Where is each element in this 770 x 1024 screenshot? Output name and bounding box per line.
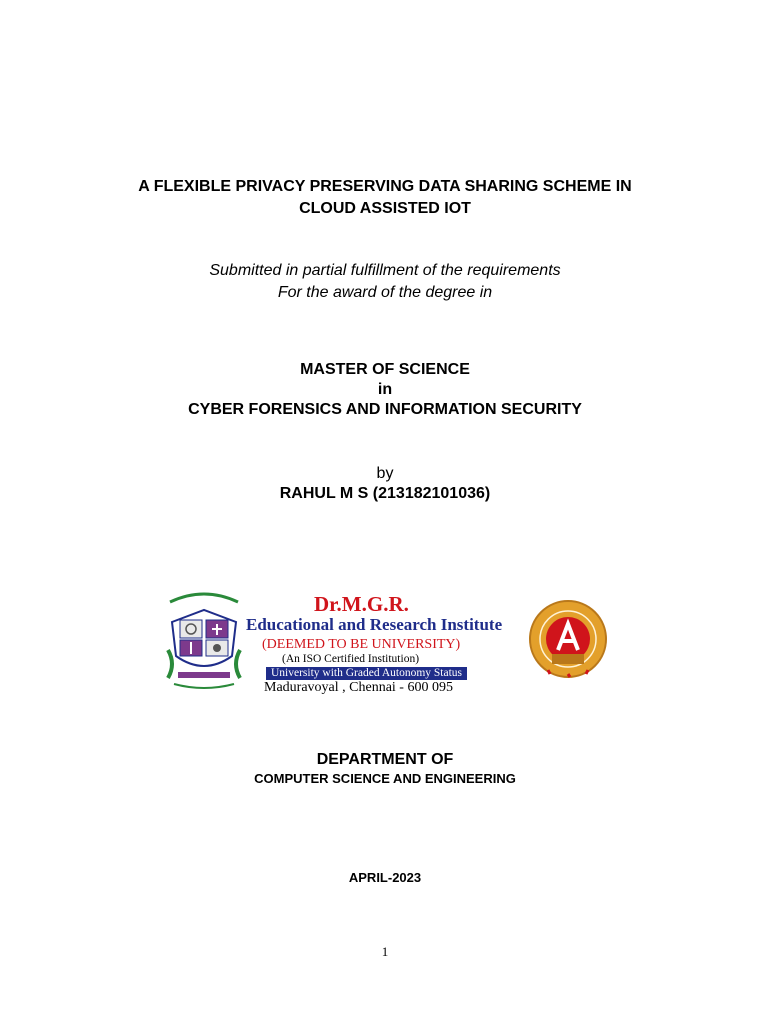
- university-crest-icon: [164, 592, 244, 692]
- author-by: by: [376, 465, 394, 482]
- degree-name: MASTER OF SCIENCE: [300, 361, 470, 378]
- institution-deemed-status: (DEEMED TO BE UNIVERSITY): [262, 637, 461, 652]
- department-name: COMPUTER SCIENCE AND ENGINEERING: [254, 771, 516, 786]
- author-name: RAHUL M S (213182101036): [279, 485, 491, 502]
- page-number: 1: [381, 944, 389, 959]
- submission-line-1: Submitted in partial fulfillment of the requirements: [209, 262, 561, 279]
- institution-wordmark: [246, 588, 526, 694]
- department-heading: DEPARTMENT OF: [316, 751, 454, 768]
- submission-line-2: For the award of the degree in: [277, 284, 493, 301]
- degree-connector: in: [377, 381, 393, 398]
- institution-name: Educational and Research Institute: [246, 615, 503, 634]
- institution-iso-note: (An ISO Certified Institution): [282, 653, 420, 665]
- institution-location: Maduravoyal , Chennai - 600 095: [264, 680, 453, 695]
- degree-specialization: CYBER FORENSICS AND INFORMATION SECURITY: [188, 401, 582, 418]
- naac-a-grade-seal-icon: [528, 598, 608, 680]
- institution-logo-banner: [160, 588, 620, 694]
- thesis-title-line-1: A FLEXIBLE PRIVACY PRESERVING DATA SHARING SCHEME IN: [138, 178, 632, 195]
- institution-autonomy-badge: University with Graded Autonomy Status: [266, 667, 467, 680]
- thesis-title-line-2: CLOUD ASSISTED IOT: [299, 200, 471, 217]
- institution-title: Dr.M.G.R.: [314, 592, 409, 616]
- submission-date: APRIL-2023: [348, 870, 422, 885]
